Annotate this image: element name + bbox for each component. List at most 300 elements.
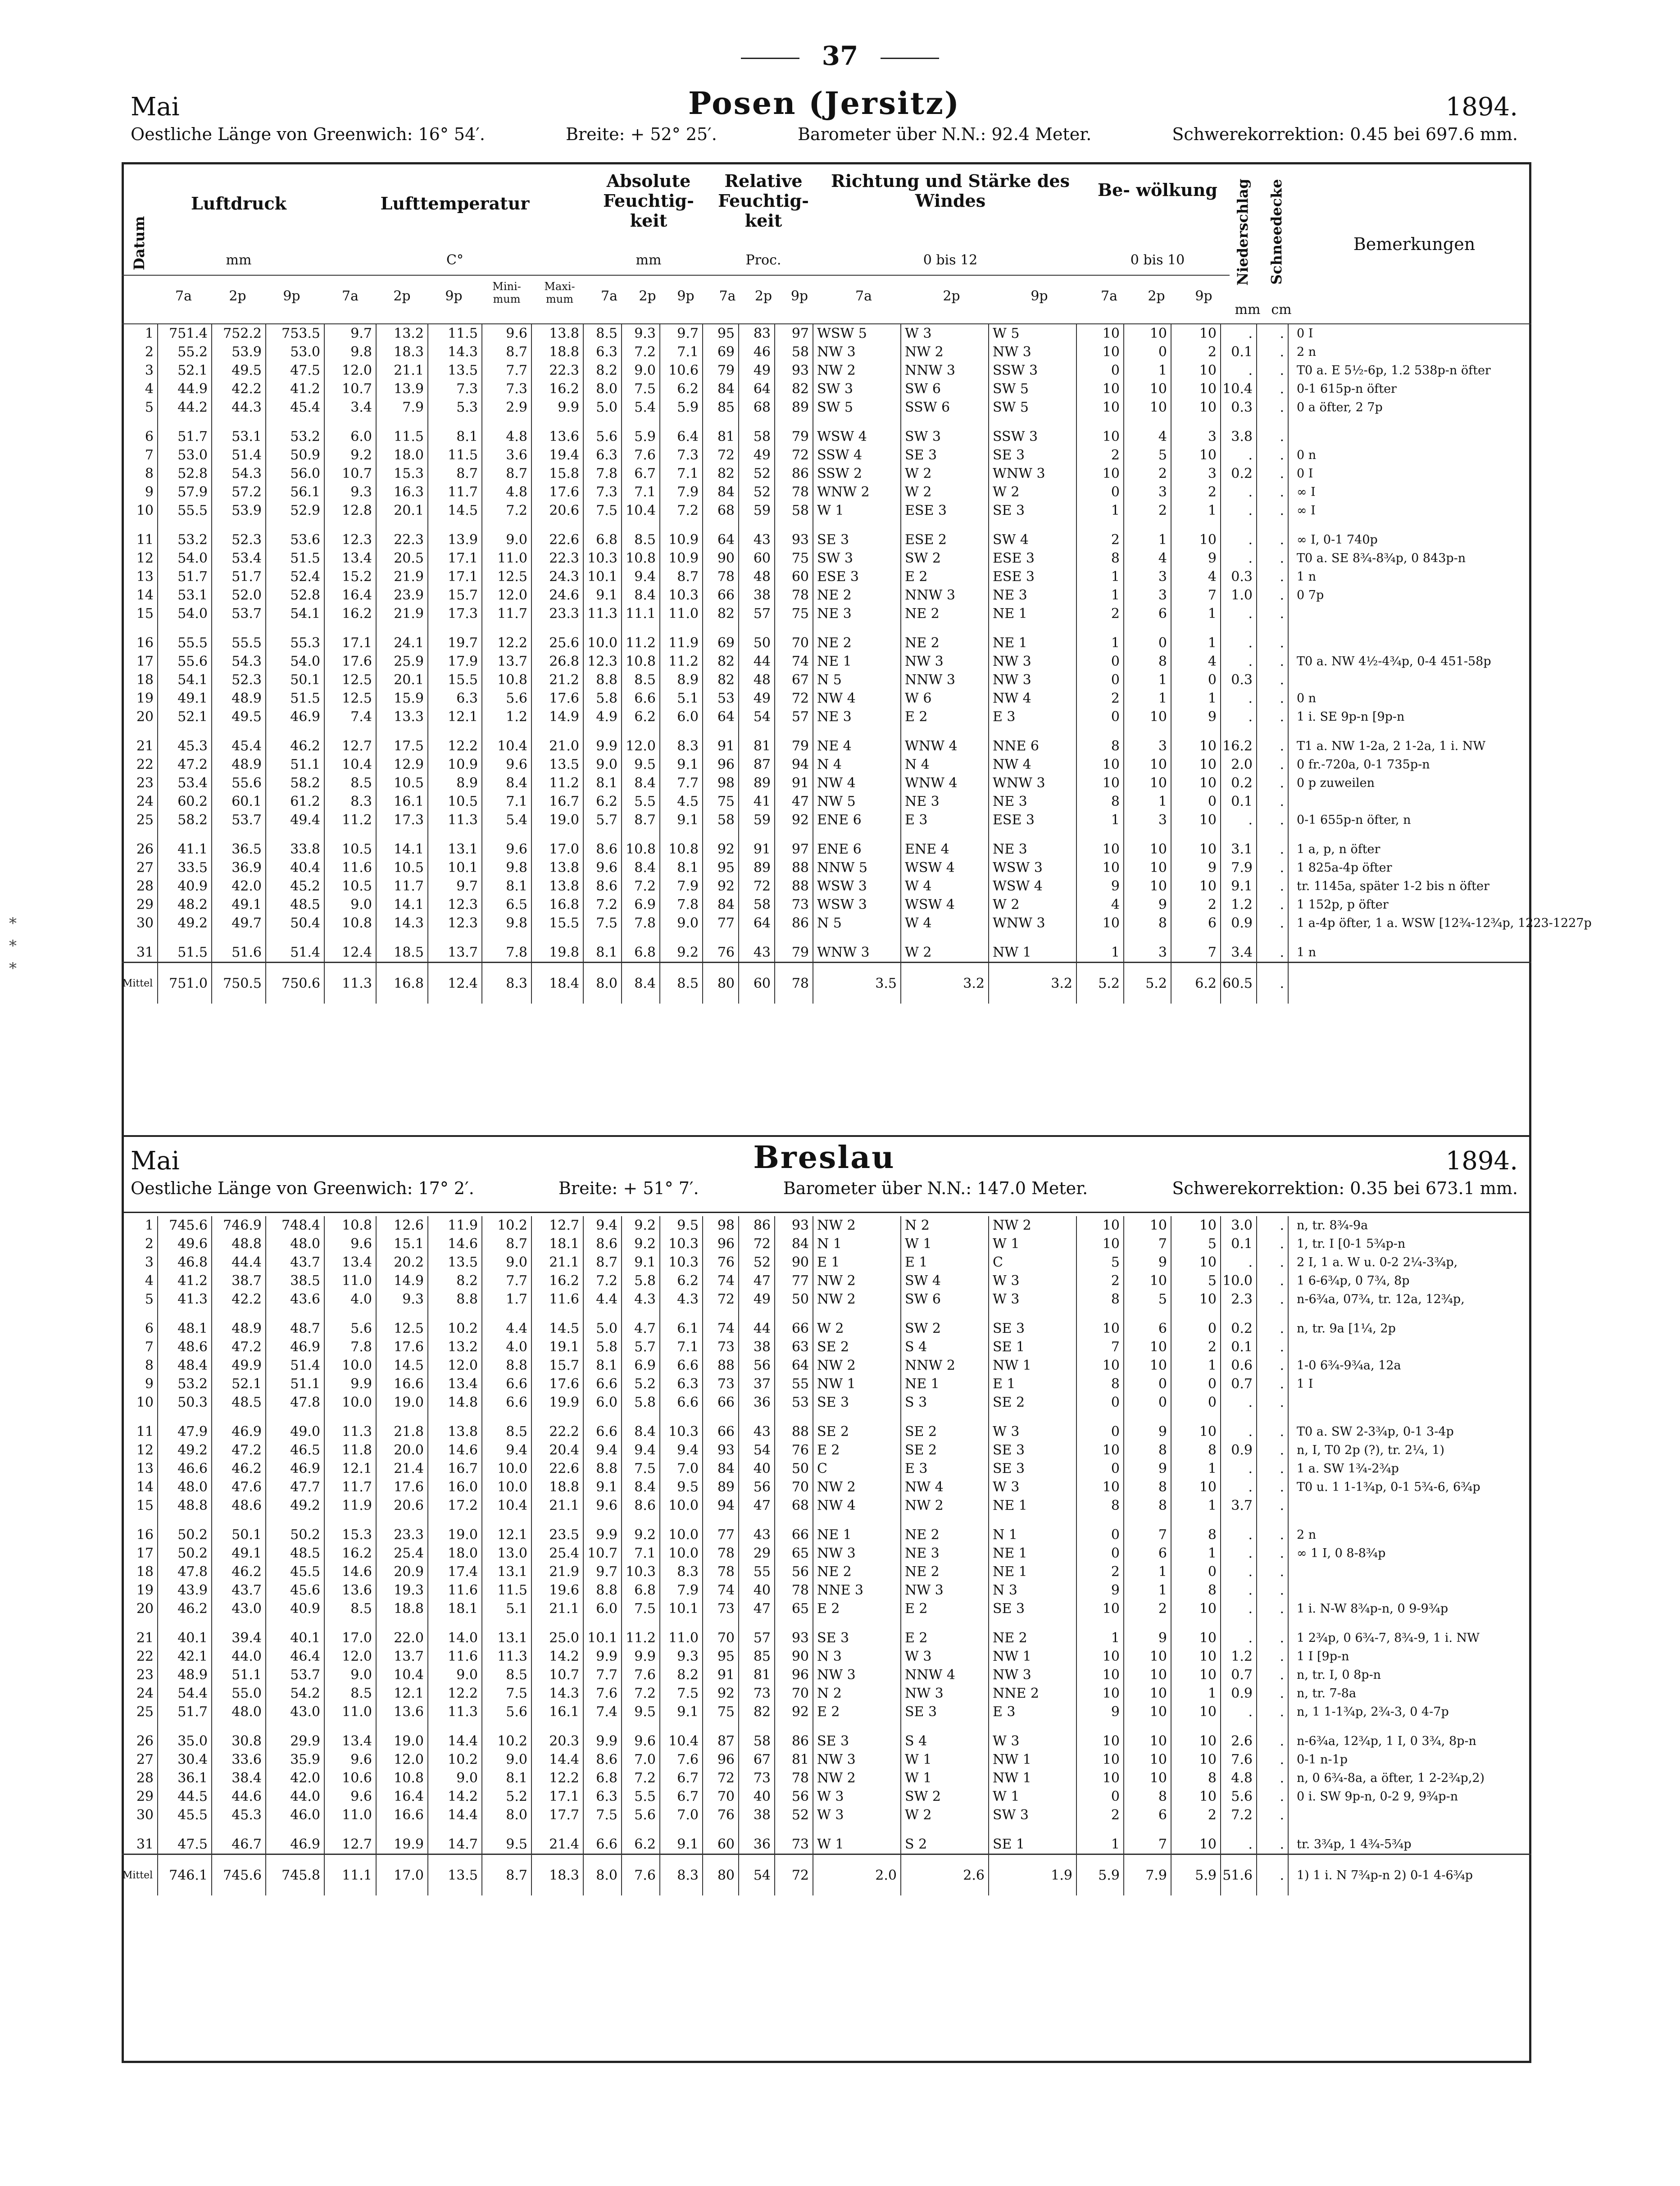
value-cell: 12.5 (324, 689, 376, 708)
value-cell: . (1257, 634, 1288, 652)
value-cell: . (1257, 1787, 1288, 1806)
value-cell: 7.7 (482, 1272, 531, 1290)
value-cell: W 1 (901, 1769, 989, 1787)
value-cell: 8.6 (583, 1235, 622, 1253)
value-cell: 6.9 (622, 1356, 660, 1375)
day-cell: 15 (122, 604, 158, 623)
value-cell: 5.8 (622, 1272, 660, 1290)
value-cell: 0.3 (1221, 671, 1257, 689)
value-cell: 7.7 (482, 361, 531, 380)
value-cell: 10.1 (583, 568, 622, 586)
value-cell: 6.2 (622, 1835, 660, 1854)
value-cell: 72 (739, 877, 775, 895)
value-cell: 0.3 (1221, 398, 1257, 417)
value-cell: 89 (739, 859, 775, 877)
value-cell: 79 (775, 943, 813, 963)
day-cell: 19 (122, 689, 158, 708)
remarks-cell (1288, 634, 1531, 652)
value-cell: 10 (1171, 1787, 1221, 1806)
value-cell: 70 (703, 1787, 739, 1806)
value-cell: 2 (1076, 531, 1124, 549)
value-cell: 7.2 (622, 877, 660, 895)
value-cell: 38 (739, 1806, 775, 1824)
value-cell: 9.7 (583, 1563, 622, 1581)
value-cell: 17.3 (428, 604, 482, 623)
value-cell: 43.7 (212, 1581, 266, 1600)
value-cell: 10.4 (660, 1732, 703, 1750)
value-cell: 14.6 (324, 1563, 376, 1581)
value-cell: 5.0 (583, 398, 622, 417)
value-cell: 10.3 (622, 1563, 660, 1581)
value-cell: 14.7 (428, 1835, 482, 1854)
value-cell: 5.6 (1221, 1787, 1257, 1806)
remarks-cell: 0 I (1297, 467, 1313, 481)
latitude: Breite: + 51° 7′. (558, 1178, 699, 1198)
value-cell: 10 (1076, 1666, 1124, 1684)
value-cell: 84 (703, 895, 739, 914)
value-cell: 75 (775, 604, 813, 623)
remarks-cell (1288, 427, 1531, 446)
value-cell: 10.7 (583, 1544, 622, 1563)
mean-value: 745.8 (266, 1854, 324, 1896)
value-cell: NE 2 (813, 586, 901, 604)
value-cell: 10 (1076, 380, 1124, 398)
table-row (122, 1732, 1531, 1750)
value-cell: 46.9 (266, 1459, 324, 1478)
remarks-cell: 0 I (1297, 327, 1313, 341)
mean-value: 80 (703, 1854, 739, 1896)
table-row (122, 1526, 1531, 1544)
value-cell: . (1257, 755, 1288, 774)
value-cell: 56 (739, 1356, 775, 1375)
value-cell: 66 (775, 1526, 813, 1544)
table-row (122, 811, 1531, 829)
value-cell: . (1257, 604, 1288, 623)
value-cell: 9.0 (660, 914, 703, 932)
value-cell: 12.3 (583, 652, 622, 671)
value-cell: 9.2 (324, 446, 376, 464)
value-cell: 48.9 (212, 689, 266, 708)
value-cell: 12.8 (324, 501, 376, 520)
value-cell: 9.3 (660, 1647, 703, 1666)
value-cell: 48 (739, 671, 775, 689)
value-cell: 10.8 (324, 1216, 376, 1235)
value-cell: W 4 (901, 914, 989, 932)
header-lufttemperatur: Lufttemperatur (380, 193, 530, 214)
value-cell: 8.0 (583, 380, 622, 398)
value-cell: 9.6 (482, 840, 531, 859)
value-cell: 8.2 (660, 1666, 703, 1684)
day-cell: 16 (122, 1526, 158, 1544)
mean-value: 8.5 (660, 963, 703, 1004)
value-cell: 1 (1124, 1563, 1171, 1581)
value-cell: 1 (1076, 943, 1124, 963)
value-cell: 51.4 (266, 943, 324, 963)
value-cell: 13.8 (531, 324, 583, 343)
value-cell: 3 (1124, 483, 1171, 501)
value-cell: 51.5 (266, 549, 324, 568)
value-cell: 8 (1076, 792, 1124, 811)
value-cell: 7.5 (583, 501, 622, 520)
remarks-cell: n, 1 1-1¾p, 2¾-3, 0 4-7p (1297, 1705, 1449, 1719)
value-cell: 11.5 (428, 324, 482, 343)
day-cell: 25 (122, 1703, 158, 1721)
value-cell: . (1257, 324, 1288, 343)
value-cell: . (1257, 586, 1288, 604)
value-cell: 18.8 (531, 343, 583, 361)
table-row (122, 549, 1531, 568)
value-cell: 12.0 (482, 586, 531, 604)
value-cell: 8.5 (482, 1666, 531, 1684)
value-cell: 4 (1124, 427, 1171, 446)
value-cell: 10 (1171, 361, 1221, 380)
value-cell: 44.4 (212, 1253, 266, 1272)
day-cell: 29 (122, 1787, 158, 1806)
value-cell: 53.4 (212, 549, 266, 568)
table-row (122, 1319, 1531, 1338)
value-cell: 6.9 (622, 895, 660, 914)
value-cell: 9.9 (324, 1375, 376, 1393)
value-cell: SE 2 (989, 1393, 1076, 1412)
value-cell: . (1257, 671, 1288, 689)
value-cell: 36 (739, 1835, 775, 1854)
value-cell: 6.6 (622, 689, 660, 708)
value-cell: 10.1 (428, 859, 482, 877)
value-cell: 26.8 (531, 652, 583, 671)
value-cell: . (1257, 1684, 1288, 1703)
value-cell: 46.2 (212, 1563, 266, 1581)
longitude: Oestliche Länge von Greenwich: 16° 54′. (131, 124, 485, 144)
value-cell: 17.0 (531, 840, 583, 859)
value-cell: 13.9 (428, 531, 482, 549)
value-cell: 5.4 (482, 811, 531, 829)
header-cm: cm (1271, 302, 1292, 318)
value-cell: 9 (1171, 859, 1221, 877)
value-cell: 7.9 (660, 1581, 703, 1600)
value-cell: 0.2 (1221, 464, 1257, 483)
value-cell: 10 (1076, 427, 1124, 446)
value-cell: 20.3 (531, 1732, 583, 1750)
value-cell: 12.5 (376, 1319, 428, 1338)
value-cell: 17.6 (531, 1375, 583, 1393)
value-cell: 9.8 (482, 914, 531, 932)
remarks-cell: 1 I (1297, 1377, 1313, 1391)
value-cell: SW 4 (901, 1272, 989, 1290)
value-cell: 10.7 (531, 1666, 583, 1684)
value-cell: 7.3 (583, 483, 622, 501)
value-cell: . (1257, 427, 1288, 446)
value-cell: 9 (1124, 1422, 1171, 1441)
value-cell: NW 3 (901, 1684, 989, 1703)
remarks-cell: n-6¾a, 12¾p, 1 I, 0 3¾, 8p-n (1297, 1734, 1476, 1748)
value-cell: 42.0 (266, 1769, 324, 1787)
mean-value: 5.9 (1076, 1854, 1124, 1896)
value-cell: C (989, 1253, 1076, 1272)
value-cell: 20.9 (376, 1563, 428, 1581)
value-cell: 72 (775, 446, 813, 464)
day-cell: 3 (122, 361, 158, 380)
value-cell: SW 5 (813, 398, 901, 417)
table-row (122, 1544, 1531, 1563)
value-cell: 10 (1076, 914, 1124, 932)
value-cell: 19.9 (376, 1835, 428, 1854)
remarks-cell: 0 p zuweilen (1297, 776, 1375, 790)
station-title: Posen (Jersitz) (688, 86, 961, 122)
value-cell: NW 2 (813, 1290, 901, 1309)
value-cell: 10.5 (376, 859, 428, 877)
value-cell: 10 (1124, 1338, 1171, 1356)
value-cell: 10 (1124, 755, 1171, 774)
value-cell: 6.6 (583, 1835, 622, 1854)
value-cell: 93 (775, 1216, 813, 1235)
value-cell: 49.0 (266, 1422, 324, 1441)
latitude: Breite: + 52° 25′. (566, 124, 717, 144)
value-cell: 6 (1124, 1544, 1171, 1563)
day-cell: 27 (122, 859, 158, 877)
value-cell: 7.5 (622, 1600, 660, 1618)
value-cell: ESE 3 (989, 811, 1076, 829)
value-cell: . (1257, 1290, 1288, 1309)
value-cell: 14.0 (428, 1629, 482, 1647)
value-cell: 10 (1124, 840, 1171, 859)
day-cell: 10 (122, 1393, 158, 1412)
value-cell: . (1221, 604, 1257, 623)
value-cell: 73 (703, 1375, 739, 1393)
value-cell: 6.8 (622, 1581, 660, 1600)
value-cell: 7.5 (482, 1684, 531, 1703)
value-cell: E 2 (813, 1441, 901, 1459)
value-cell: . (1221, 1253, 1257, 1272)
table-row (122, 464, 1531, 483)
value-cell: 53.2 (158, 1375, 212, 1393)
value-cell: 0 (1076, 1422, 1124, 1441)
value-cell: 10 (1171, 1703, 1221, 1721)
stray-mark: * (9, 914, 17, 932)
value-cell: 1.0 (1221, 586, 1257, 604)
value-cell: 11.0 (660, 604, 703, 623)
value-cell: SE 3 (813, 531, 901, 549)
value-cell: . (1257, 549, 1288, 568)
value-cell: 0 (1076, 361, 1124, 380)
value-cell: 6.6 (583, 1422, 622, 1441)
value-cell: 54.2 (266, 1684, 324, 1703)
value-cell: 46.5 (266, 1441, 324, 1459)
value-cell: 10 (1076, 755, 1124, 774)
value-cell: 53.0 (158, 446, 212, 464)
value-cell: 746.9 (212, 1216, 266, 1235)
value-cell: 58 (775, 343, 813, 361)
day-cell: 5 (122, 398, 158, 417)
value-cell: 9.4 (622, 568, 660, 586)
time-9p: 9p (790, 288, 808, 304)
value-cell: . (1221, 634, 1257, 652)
value-cell: 11.3 (324, 1422, 376, 1441)
value-cell: 6.8 (583, 531, 622, 549)
value-cell: SW 2 (901, 549, 989, 568)
remarks-cell (1288, 604, 1531, 623)
value-cell: 8.7 (482, 1235, 531, 1253)
value-cell: 8 (1076, 1375, 1124, 1393)
value-cell: SW 5 (989, 380, 1076, 398)
mean-value: 12.4 (428, 963, 482, 1004)
value-cell: 5.6 (482, 689, 531, 708)
value-cell: 7.6 (1221, 1750, 1257, 1769)
value-cell: 7.1 (660, 1338, 703, 1356)
value-cell: 10 (1124, 1272, 1171, 1290)
value-cell: 58 (739, 427, 775, 446)
value-cell: WSW 4 (901, 859, 989, 877)
value-cell: 11.9 (324, 1496, 376, 1515)
value-cell: NNE 2 (989, 1684, 1076, 1703)
value-cell: 9.9 (583, 1647, 622, 1666)
value-cell: 9.0 (622, 361, 660, 380)
value-cell: 10.5 (428, 792, 482, 811)
value-cell: . (1257, 1375, 1288, 1393)
value-cell: 10.5 (324, 877, 376, 895)
value-cell: NE 3 (989, 586, 1076, 604)
value-cell: 11.3 (428, 811, 482, 829)
value-cell: 3.0 (1221, 1216, 1257, 1235)
value-cell: 49.2 (266, 1496, 324, 1515)
value-cell: 14.3 (428, 343, 482, 361)
breslau-table (122, 1216, 1531, 1895)
value-cell: 95 (703, 324, 739, 343)
value-cell: NW 2 (813, 1216, 901, 1235)
value-cell: SE 3 (989, 501, 1076, 520)
value-cell: 8.4 (622, 774, 660, 792)
value-cell: 9.1 (583, 586, 622, 604)
value-cell: 42.2 (212, 1290, 266, 1309)
value-cell: 14.8 (428, 1393, 482, 1412)
value-cell: 6.2 (660, 380, 703, 398)
value-cell: E 3 (901, 1459, 989, 1478)
value-cell: 9.1 (660, 755, 703, 774)
value-cell: 93 (775, 1629, 813, 1647)
value-cell: 6.0 (583, 1393, 622, 1412)
value-cell: WNW 3 (989, 464, 1076, 483)
value-cell: 37 (739, 1375, 775, 1393)
value-cell: 11.5 (428, 446, 482, 464)
remarks-cell: tr. 3¾p, 1 4¾-5¾p (1297, 1837, 1412, 1851)
header-bew-unit: 0 bis 10 (1130, 252, 1185, 268)
value-cell: 78 (775, 586, 813, 604)
value-cell: 51.7 (158, 1703, 212, 1721)
value-cell: 10 (1076, 840, 1124, 859)
value-cell: 73 (739, 1769, 775, 1787)
time-2p: 2p (943, 288, 960, 304)
value-cell: 16.2 (324, 1544, 376, 1563)
value-cell: 72 (739, 1235, 775, 1253)
value-cell: 5.5 (622, 1787, 660, 1806)
value-cell: 90 (703, 549, 739, 568)
value-cell: 6.3 (583, 446, 622, 464)
header-luftdruck-unit: mm (226, 252, 252, 268)
value-cell: 5 (1076, 1253, 1124, 1272)
time-7a: 7a (175, 288, 192, 304)
value-cell: NE 1 (813, 1526, 901, 1544)
value-cell: 4.8 (1221, 1769, 1257, 1787)
value-cell: 56.1 (266, 483, 324, 501)
value-cell: 14.9 (376, 1272, 428, 1290)
value-cell: 10.2 (428, 1750, 482, 1769)
value-cell: 12.9 (376, 755, 428, 774)
value-cell: 25.6 (531, 634, 583, 652)
value-cell: . (1257, 1581, 1288, 1600)
value-cell: 85 (739, 1647, 775, 1666)
value-cell: 8.9 (660, 671, 703, 689)
value-cell: 54.0 (266, 652, 324, 671)
value-cell: 8.5 (324, 1600, 376, 1618)
value-cell: S 4 (901, 1732, 989, 1750)
remarks-cell: 1, tr. I [0-1 5¾p-n (1297, 1237, 1406, 1251)
value-cell: 10 (1124, 774, 1171, 792)
value-cell: . (1221, 1526, 1257, 1544)
value-cell: 41 (739, 792, 775, 811)
value-cell: NE 1 (989, 1544, 1076, 1563)
value-cell: 12.0 (376, 1750, 428, 1769)
value-cell: 16.1 (376, 792, 428, 811)
value-cell: 20.1 (376, 501, 428, 520)
value-cell: 55.5 (158, 501, 212, 520)
value-cell: 8.1 (583, 1356, 622, 1375)
time-7a: 7a (342, 288, 359, 304)
value-cell: SSW 6 (901, 398, 989, 417)
value-cell: 10 (1171, 1478, 1221, 1496)
value-cell: 79 (775, 427, 813, 446)
value-cell: 9.0 (324, 1666, 376, 1684)
value-cell: . (1257, 1216, 1288, 1235)
value-cell: 9.0 (482, 1253, 531, 1272)
value-cell: NE 3 (813, 604, 901, 623)
value-cell: 745.6 (158, 1216, 212, 1235)
value-cell: 68 (775, 1496, 813, 1515)
value-cell: 13.6 (531, 427, 583, 446)
value-cell: 8.4 (622, 859, 660, 877)
day-cell: 12 (122, 1441, 158, 1459)
value-cell: 10.4 (622, 501, 660, 520)
value-cell: . (1257, 1703, 1288, 1721)
day-cell: 6 (122, 1319, 158, 1338)
value-cell: 49.2 (158, 1441, 212, 1459)
value-cell: SE 1 (989, 1835, 1076, 1854)
value-cell: 92 (703, 1684, 739, 1703)
remarks-cell: T0 a. SE 8¾-8¾p, 0 843p-n (1297, 551, 1466, 565)
value-cell: 1 (1124, 792, 1171, 811)
time-7a: 7a (719, 288, 736, 304)
value-cell: 54.4 (158, 1684, 212, 1703)
value-cell: . (1221, 1544, 1257, 1563)
mean-value: 13.5 (428, 1854, 482, 1896)
value-cell: ESE 2 (901, 531, 989, 549)
value-cell: 10 (1076, 343, 1124, 361)
value-cell: 10 (1124, 1684, 1171, 1703)
value-cell: 11.3 (428, 1703, 482, 1721)
value-cell: 22.0 (376, 1629, 428, 1647)
value-cell: . (1221, 708, 1257, 726)
value-cell: 13.1 (428, 840, 482, 859)
value-cell: 13.1 (482, 1563, 531, 1581)
value-cell: 45.3 (212, 1806, 266, 1824)
value-cell: 53.0 (266, 343, 324, 361)
value-cell: 55.0 (212, 1684, 266, 1703)
value-cell: 8.5 (583, 324, 622, 343)
value-cell: 49 (739, 446, 775, 464)
value-cell: 6 (1171, 914, 1221, 932)
value-cell: NW 4 (901, 1478, 989, 1496)
value-cell: 30.4 (158, 1750, 212, 1769)
header-temp-unit: C° (446, 252, 463, 268)
value-cell: 51.5 (158, 943, 212, 963)
